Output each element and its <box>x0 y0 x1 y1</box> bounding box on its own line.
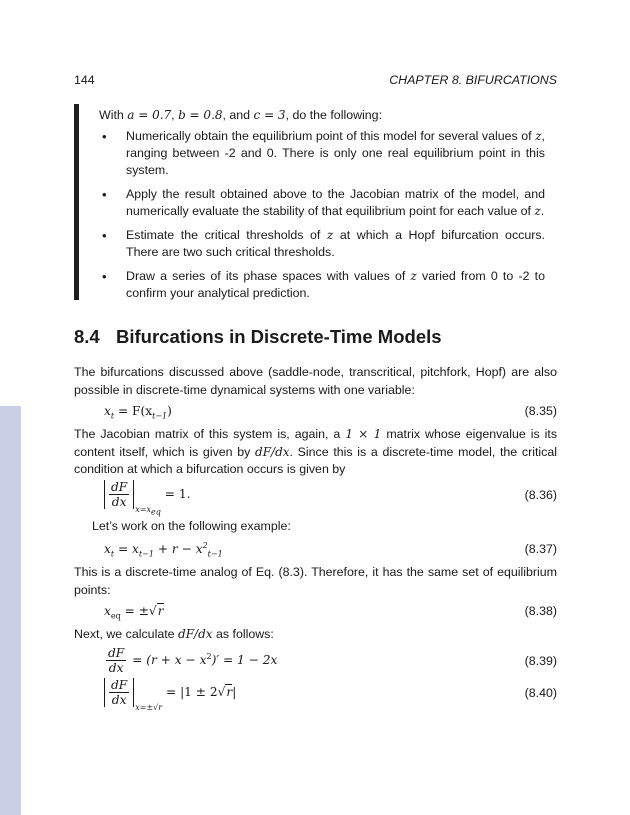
paragraph-example: Let’s work on the following example: <box>92 519 291 533</box>
param-c: c = 3 <box>253 108 286 122</box>
paragraph-analog: This is a discrete-time analog of Eq. (8.3). Therefore, it has the same set of equilibrium points: <box>74 565 557 597</box>
param-b: b = 0.8 <box>178 108 223 122</box>
equation-8-37: $x_t = x_{t-1} + r - x^2_{t-1}$ (8.37) <box>104 540 557 559</box>
page-number: 144 <box>74 73 95 87</box>
sidebar-accent-strip <box>0 406 21 815</box>
bullet-icon: • <box>102 129 107 144</box>
intro-tail: , do the following: <box>285 108 383 122</box>
bullet-icon: • <box>102 228 107 243</box>
equation-8-40: $\frac{dF}{dx}$ x=±√r = |1 ± 2√r| (8.40) <box>104 678 557 712</box>
exercise-intro: With a = 0.7, b = 0.8, and c = 3, do the following: <box>99 108 383 122</box>
running-head: CHAPTER 8. BIFURCATIONS <box>389 73 557 87</box>
equation-8-35: $x_t = F(x_{t-1})$ (8.35) <box>104 404 557 421</box>
section-title: Bifurcations in Discrete-Time Models <box>116 326 442 347</box>
exercise-list <box>102 128 545 309</box>
paragraph-intro: The bifurcations discussed above (saddle-node, transcritical, pitchfork, Hopf) are also possible in discrete-time dynamical systems with one variable: <box>74 365 557 397</box>
bullet-icon: • <box>102 187 107 202</box>
list-item: • Numerically obtain the equilibrium point of this model for several values of z, ranging between -2 and 0. There is only one real equilibrium point in this system. <box>102 129 545 177</box>
equation-number: (8.39) <box>524 654 557 668</box>
paragraph-next: Next, we calculate dF/dx as follows: <box>74 627 274 641</box>
section-number: 8.4 <box>74 326 100 347</box>
bullet-icon: • <box>102 269 107 284</box>
list-item: • Apply the result obtained above to the Jacobian matrix of the model, and numerically evaluate the stability of that equilibrium point for each value of z. <box>102 187 545 218</box>
paragraph-jacobian: The Jacobian matrix of this system is, again, a 1 × 1 matrix whose eigenvalue is its content itself, which is given by dF/dx. Since this is a discrete-time model, the critical condition at which a bifurcation occurs is given by <box>74 427 558 476</box>
param-a: a = 0.7 <box>127 108 172 122</box>
equation-number: (8.37) <box>524 542 557 556</box>
equation-8-39: $\frac{dF}{dx}$ = $(r + x - x^2)' = 1 - 2x$ (8.39) <box>108 646 557 675</box>
equation-8-36: $\frac{dF}{dx}$ $x=x_{eq} = 1$. (8.36) <box>104 480 557 514</box>
equation-number: (8.36) <box>524 488 557 502</box>
page-header <box>74 73 557 89</box>
section-heading <box>74 326 442 348</box>
intro-lead: With <box>99 108 124 122</box>
equation-number: (8.35) <box>524 404 557 418</box>
equation-number: (8.38) <box>524 604 557 618</box>
exercise-rule <box>74 104 79 300</box>
equation-number: (8.40) <box>524 686 557 700</box>
exercise-box <box>74 104 557 300</box>
equation-8-38: $x_{eq} = \pm√r$ (8.38) <box>104 604 557 621</box>
intro-and: , and <box>222 108 251 122</box>
list-item: • Draw a series of its phase spaces with values of z varied from 0 to -2 to confirm your analytical prediction. <box>102 269 545 300</box>
list-item: • Estimate the critical thresholds of z at which a Hopf bifurcation occurs. There are two such critical thresholds. <box>102 228 545 259</box>
